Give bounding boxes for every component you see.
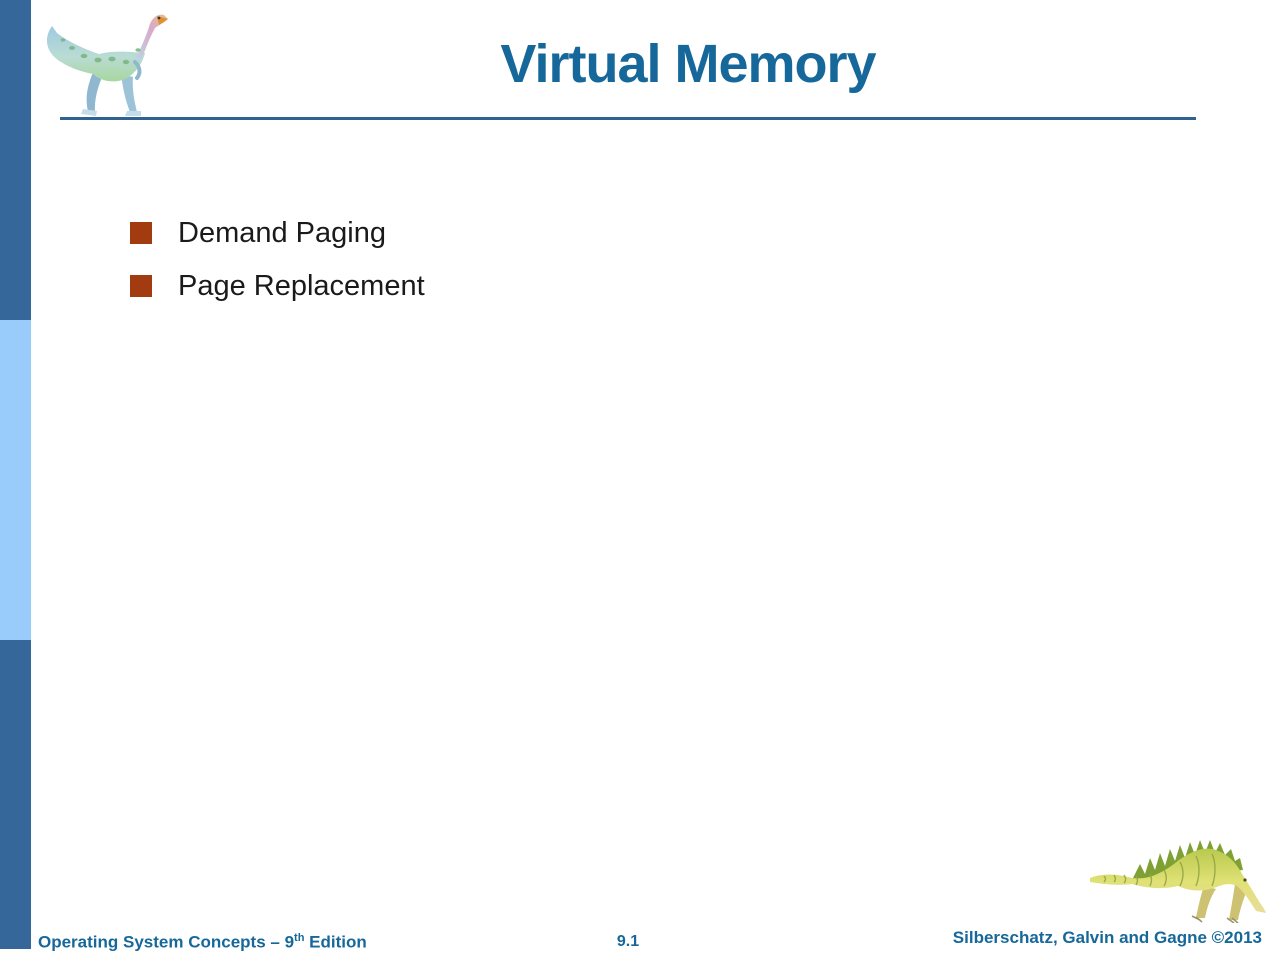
page-number: 9.1 — [616, 933, 640, 950]
header — [96, 36, 1280, 93]
footer-copyright: Silberschatz, Galvin and Gagne ©2013 — [952, 928, 1262, 947]
sidebar-accent-bar — [0, 0, 31, 949]
footer-book-suffix: Edition — [304, 932, 367, 952]
sidebar-segment-dark-top — [0, 0, 31, 320]
footer-book-title — [38, 932, 367, 953]
bullet-square-icon — [130, 275, 152, 297]
bullet-list — [130, 218, 425, 324]
bullet-label: Page Replacement — [178, 269, 425, 302]
bullet-label: Demand Paging — [178, 216, 386, 249]
sidebar-segment-light-mid — [0, 320, 31, 640]
title-underline-rule — [60, 117, 1196, 120]
page-title: Virtual Memory — [500, 34, 876, 94]
list-item — [130, 271, 425, 301]
dinosaur-logo-icon — [1088, 828, 1278, 923]
footer-book-prefix: Operating System Concepts – 9 — [38, 932, 295, 952]
bullet-square-icon — [130, 222, 152, 244]
list-item — [130, 218, 425, 248]
sidebar-segment-dark-bottom — [0, 640, 31, 949]
footer-book-superscript: th — [294, 932, 305, 944]
